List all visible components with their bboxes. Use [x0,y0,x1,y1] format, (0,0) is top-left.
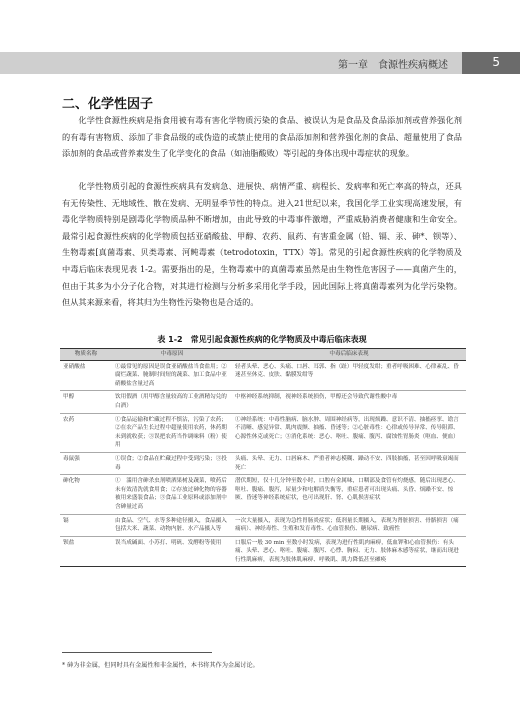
table-cell: 亚硝酸盐 [60,360,112,391]
table-cell: 一次大量摄入，表现为急性胃肠炎症状；低剂量长期摄入，表现为肾脏损害、骨骼损害（痛痛病）、神经毒性、生殖和发育毒性、心血管损伤、糖尿病、致癌性 [232,514,466,536]
table-cell: 误当成碱面、小苏打、明矾、发酵粉等使用 [112,536,232,567]
table-cell: ①神经系统：中毒性脑病、脑水肿、周围神经病等，出现烦躁、意识不清、抽搐痉挛、谵言不清晰、感觉异常、肌肉震颤、抽搐、昏迷等；②心脏毒性：心律或传导异常、传导阻滞、心源性休克或死亡；③消化系统：恶心、呕吐、腹痛、腹泻、腐蚀性胃肠炎（呕血、便血） [232,413,466,452]
table-header-row [60,349,466,361]
table-row [60,452,466,474]
table-cell: 毒鼠强 [60,452,112,474]
table-cell: 饮用假酒（用甲醇含量较高的工业酒精勾兑的白酒） [112,391,232,413]
table-cell: 农药 [60,413,112,452]
table-cell: 由食品、空气、水等多种途径摄入，食品摄入包括大米、蔬菜、动物内脏、水产品摄入等 [112,514,232,536]
table-row [60,514,466,536]
table-row [60,475,466,514]
table-cell: 甲醇 [60,391,112,413]
table-cell: 镉 [60,514,112,536]
body-paragraph: 化学性食源性疾病是指食用被有毒有害化学物质污染的食品、被误认为是食品及食品添加剂或营养强化剂的有毒有害物质、添加了非食品级的或伪造的或禁止使用的食品添加剂和营养强化剂的食品、超量使用了食品添加剂的食品或营养素发生了化学变化的食品（如油脂酸败）等引起的身体出现中毒症状的现象。 [62,115,462,159]
page-number: 5 [492,55,500,69]
page-number-tab [462,52,520,74]
chemical-poisoning-table [60,348,466,567]
footnote: * 砷为非金属，但同时具有金属性和非金属性，本书将其作为金属讨论。 [62,662,259,669]
body-paragraph: 化学性物质引起的食源性疾病具有发病急、进展快、病情严重、病程长、发病率和死亡率高的特点，还具有无传染性、无地域性、散在发病、无明显季节性的特点。进入21世纪以来，我国化学工业实现高速发展，有毒化学物质特别是剧毒化学物质品种不断增加，由此导致的中毒事件激增，严重威胁消费者健康和生命安全。最常引起食源性疾病的化学物质包括亚硝酸盐、甲醇、农药、鼠药、有害重金属（铅、镉、汞、砷*、钡等）、生物毒素[真菌毒素、贝类毒素、河鲀毒素（tetrodotoxin，TTX）等]。常见的引起食源性疾病的化学物质及中毒后临床表现见表 1-2。需要指出的是，生物毒素中的真菌毒素虽然是由生物性危害因子——真菌产生的，但由于其多为小分子化合物，对其进行检测与分析多采用化学手段，因此国际上将真菌毒素列为化学污染物。但从其来源来看，将其归为生物性污染物也是合适的。 [62,181,462,308]
running-head: 第一章 食源性疾病概述 [338,60,448,71]
section-heading: 二、化学性因子 [62,97,154,112]
table-cell: ①最常见的原因是误食亚硝酸盐当食盐用；②腐烂蔬菜、腌制时间短的蔬菜、加工食品中亚硝酸盐含量过高 [112,360,232,391]
table-cell: ①误食；②食品在贮藏过程中受到污染；③投毒 [112,452,232,474]
table-row [60,413,466,452]
table-cell: ① 滥用含砷杀虫剂喷洒果树及蔬菜，喷药后未有效清洗就食用食；②存放过砷化物的容器被用来盛装食品；③食品工业原料或添加剂中含砷量过高 [112,475,232,514]
table-caption: 表 1-2 常见引起食源性疾病的化学物质及中毒后临床表现 [157,335,367,344]
table-cell: 轻者头晕、恶心、头痛、口唇、耳郭、指（趾）甲轻度发绀；重者呼吸困难、心律紊乱、昏迷甚至休克、皮肤、黏膜发绀等 [232,360,466,391]
table-cell: ①食品运输和贮藏过程不慎沾，污染了农药；②在农产品生长过程中超量使用农药，休药期未到就收获；③误把农药当作调味料（粉）使用 [112,413,232,452]
column-header: 中毒后临床表现 [232,349,466,361]
table-cell: 口服后一般 30 min 至数小时发病，表现为进行性肌肉麻痹，低血钾和心血管损伤：有头痛、头晕、恶心、呕吐、腹痛、腹泻、心悸、胸闷、无力、肢体麻木感等症状，继而出现进行性肌麻痹，表现为肢体肌麻痹、呼吸肌、肌力降低甚至瘫痪 [232,536,466,567]
table-cell: 头痛、头晕、无力、口唇麻木、严重者神志模糊、躁动不安、四肢抽搐，甚至因呼吸衰竭而死亡 [232,452,466,474]
table-cell: 中枢神经系统抑制，视神经系统损伤，甲醇还会导致代谢性酸中毒 [232,391,466,413]
column-header: 中毒原因 [112,349,232,361]
table-row [60,360,466,391]
table-row [60,536,466,567]
footnote-divider [62,652,212,653]
table-cell: 潜伏期短，仅十几分钟至数小时，口腔有金属味，口咽部及食管有灼烧感，随后出现恶心、呕吐、腹痛、腹泻，尿量少和电解质失衡等，重症患者可出现头痛、头昏、烦躁不安、惊厥、昏迷等神经系统症状，也可出现肝、肾、心肌损害症状 [232,475,466,514]
table-cell: 钡盐 [60,536,112,567]
column-header: 物质名称 [60,349,112,361]
table-row [60,391,466,413]
table-cell: 砷化物 [60,475,112,514]
